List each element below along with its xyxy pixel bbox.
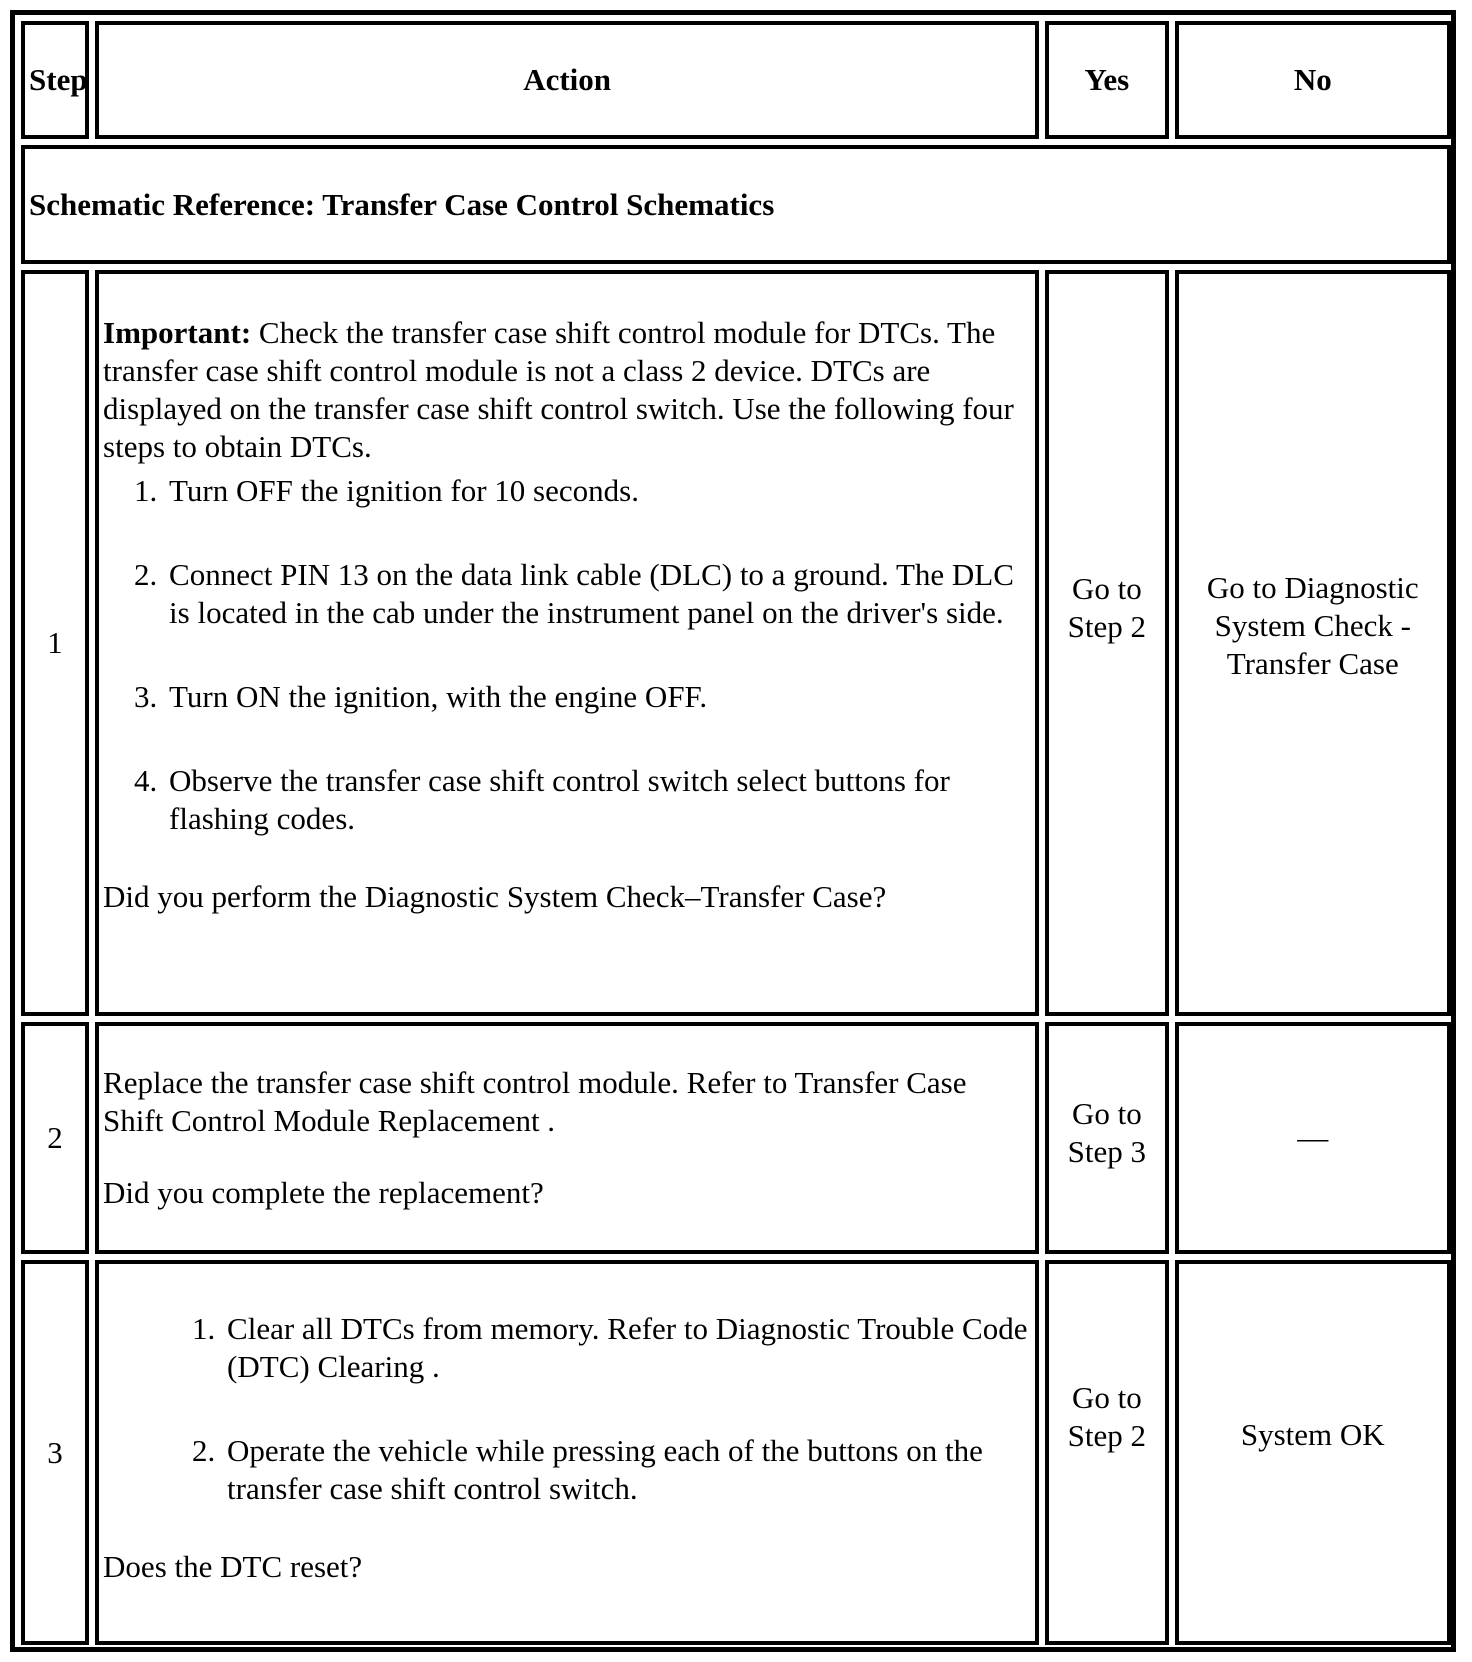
yes-cell	[1045, 1260, 1168, 1645]
question-text: Does the DTC reset?	[103, 1549, 363, 1585]
no-cell	[1175, 270, 1451, 1016]
list-item: 2. Connect PIN 13 on the data link cable (DLC) to a ground. The DLC is located in the cab under the instrument panel on the driver's side.	[165, 556, 1031, 632]
action-text: Replace the transfer case shift control module. Refer to Transfer Case Shift Control Module Replacement .	[103, 1065, 967, 1139]
substep-list	[103, 1310, 1031, 1508]
no-line: System Check -	[1214, 607, 1411, 643]
list-item: 1. Turn OFF the ignition for 10 seconds.	[165, 472, 1031, 510]
important-label: Important:	[103, 314, 252, 350]
header-row	[21, 21, 1451, 139]
important-note	[103, 314, 1031, 466]
question-text: Did you complete the replacement?	[103, 1175, 544, 1211]
question-text: Did you perform the Diagnostic System Check–Transfer Case?	[103, 878, 887, 914]
step-number: 1	[21, 270, 89, 1016]
action-cell	[95, 270, 1039, 1016]
yes-line: Go to	[1071, 1096, 1142, 1132]
table-row	[21, 1260, 1451, 1645]
step-number: 3	[21, 1260, 89, 1645]
step-number: 2	[21, 1022, 89, 1254]
no-line: Go to Diagnostic	[1206, 569, 1419, 605]
action-cell	[95, 1022, 1039, 1254]
important-text: Check the transfer case shift control module for DTCs. The transfer case shift control module is not a class 2 device. DTCs are displayed on the transfer case shift control switch. Use the following four steps to obtain DTCs.	[103, 314, 1014, 464]
substep-list	[103, 472, 1031, 838]
yes-cell	[1045, 270, 1168, 1016]
yes-line: Go to	[1071, 1379, 1142, 1415]
list-item: 1. Clear all DTCs from memory. Refer to Diagnostic Trouble Code (DTC) Clearing .	[223, 1310, 1031, 1386]
diagnostic-table	[15, 15, 1457, 1651]
list-item: 4. Observe the transfer case shift control switch select buttons for flashing codes.	[165, 762, 1031, 838]
yes-line: Step 3	[1067, 1134, 1147, 1170]
no-cell: System OK	[1175, 1260, 1451, 1645]
schematic-reference: Schematic Reference: Transfer Case Control Schematics	[21, 145, 1451, 263]
list-item: 2. Operate the vehicle while pressing each of the buttons on the transfer case shift control switch.	[223, 1432, 1031, 1508]
yes-line: Step 2	[1067, 1417, 1147, 1453]
yes-line: Go to	[1071, 570, 1142, 606]
header-action: Action	[95, 21, 1039, 139]
no-line: Transfer Case	[1226, 645, 1399, 681]
header-yes: Yes	[1045, 21, 1168, 139]
yes-cell	[1045, 1022, 1168, 1254]
header-step: Step	[21, 21, 89, 139]
table-row	[21, 270, 1451, 1016]
list-item: 3. Turn ON the ignition, with the engine OFF.	[165, 678, 1031, 716]
yes-line: Step 2	[1067, 608, 1147, 644]
header-no: No	[1175, 21, 1451, 139]
no-cell: —	[1175, 1022, 1451, 1254]
schematic-row	[21, 145, 1451, 263]
action-cell	[95, 1260, 1039, 1645]
table-row	[21, 1022, 1451, 1254]
